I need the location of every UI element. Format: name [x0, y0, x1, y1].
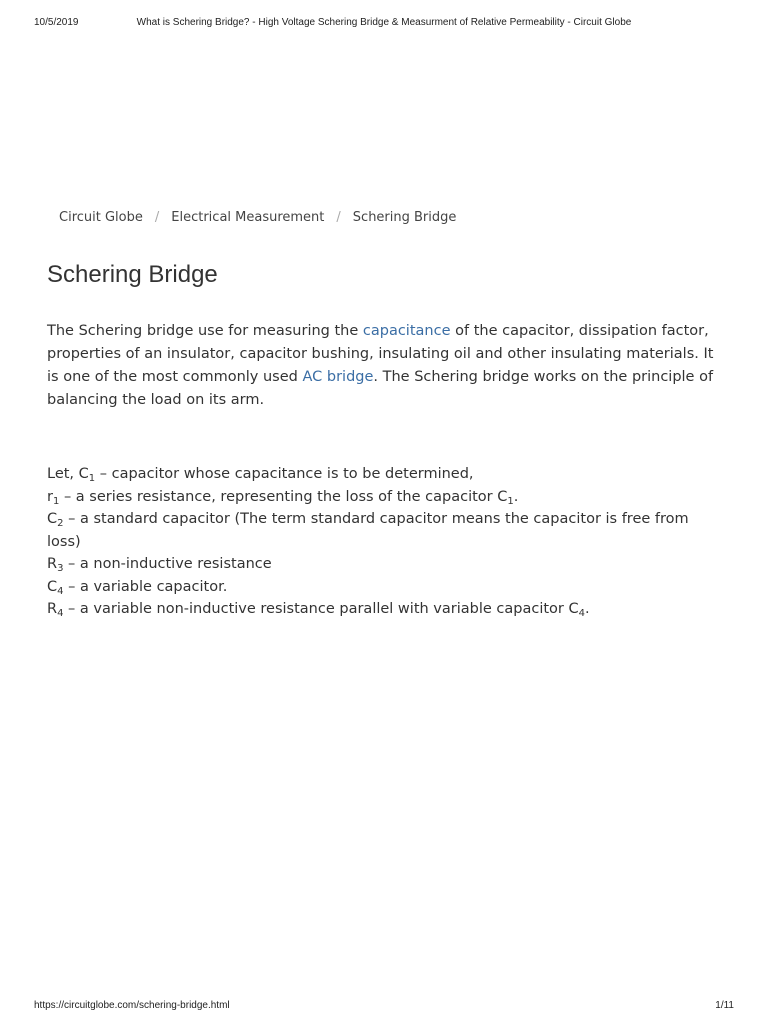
breadcrumb-item-electrical-measurement[interactable]: Electrical Measurement [171, 210, 325, 225]
definition-text: – a non-inductive resistance [63, 556, 272, 572]
print-url: https://circuitglobe.com/schering-bridge.html [34, 1000, 230, 1011]
print-footer [34, 1000, 734, 1014]
page-number: 1/11 [715, 1000, 734, 1011]
definition-ref-symbol: C [497, 488, 508, 505]
breadcrumb [59, 210, 456, 225]
intro-text: . The Schering bridge works on the principle of balancing the load on its arm. [47, 369, 714, 408]
ac-bridge-link[interactable]: AC bridge [302, 369, 374, 385]
definition-subscript: 2 [57, 518, 64, 529]
definition-text: – a series resistance, representing the loss of the capacitor [59, 488, 498, 505]
definition-r1 [47, 486, 719, 509]
definition-end: . [513, 488, 519, 505]
definition-symbol: C [47, 511, 58, 527]
definition-c2 [47, 508, 719, 553]
intro-text: of the capacitor, dissipation factor, properties of an insulator, capacitor bushing, insulating oil and other insulating materials. It is one of the most commonly used [47, 323, 714, 385]
definition-symbol: R [47, 601, 58, 617]
definitions-list [47, 463, 719, 621]
definition-subscript: 4 [57, 608, 64, 619]
definition-prefix: Let, [47, 466, 79, 482]
definition-subscript: 1 [88, 473, 96, 484]
definition-end: . [584, 601, 590, 617]
print-document-title: What is Schering Bridge? - High Voltage Schering Bridge & Measurment of Relative Permeability - Circuit Globe [136, 17, 632, 28]
definition-text: – a variable non-inductive resistance parallel with variable capacitor [63, 601, 569, 617]
intro-paragraph [47, 320, 719, 412]
definition-subscript: 3 [57, 563, 64, 574]
definition-symbol: C [78, 466, 89, 482]
breadcrumb-item-current: Schering Bridge [352, 210, 457, 225]
intro-text: The Schering bridge use for measuring the [47, 323, 363, 339]
definition-r4 [47, 598, 719, 621]
definition-symbol: R [47, 556, 58, 572]
definition-text: – a standard capacitor (The term standard capacitor means the capacitor is free from loss) [47, 511, 689, 550]
definition-c1 [47, 463, 719, 486]
definition-text: – a variable capacitor. [63, 578, 228, 595]
definition-ref-subscript: 4 [578, 608, 585, 619]
definition-text: – capacitor whose capacitance is to be determined, [95, 466, 474, 482]
breadcrumb-separator: / [154, 210, 160, 225]
definition-symbol: r [47, 488, 53, 505]
definition-ref-subscript: 1 [507, 495, 514, 507]
definition-r3 [47, 553, 719, 576]
page-title: Schering Bridge [47, 261, 218, 288]
breadcrumb-separator: / [336, 210, 341, 225]
definition-subscript: 1 [52, 495, 60, 507]
definition-c4 [47, 576, 719, 599]
definition-symbol: C [47, 578, 58, 595]
definition-ref-symbol: C [568, 601, 579, 617]
definition-subscript: 4 [57, 585, 64, 597]
print-date: 10/5/2019 [34, 17, 79, 28]
print-header [34, 17, 734, 31]
capacitance-link[interactable]: capacitance [362, 323, 451, 339]
breadcrumb-item-circuit-globe[interactable]: Circuit Globe [59, 210, 143, 225]
